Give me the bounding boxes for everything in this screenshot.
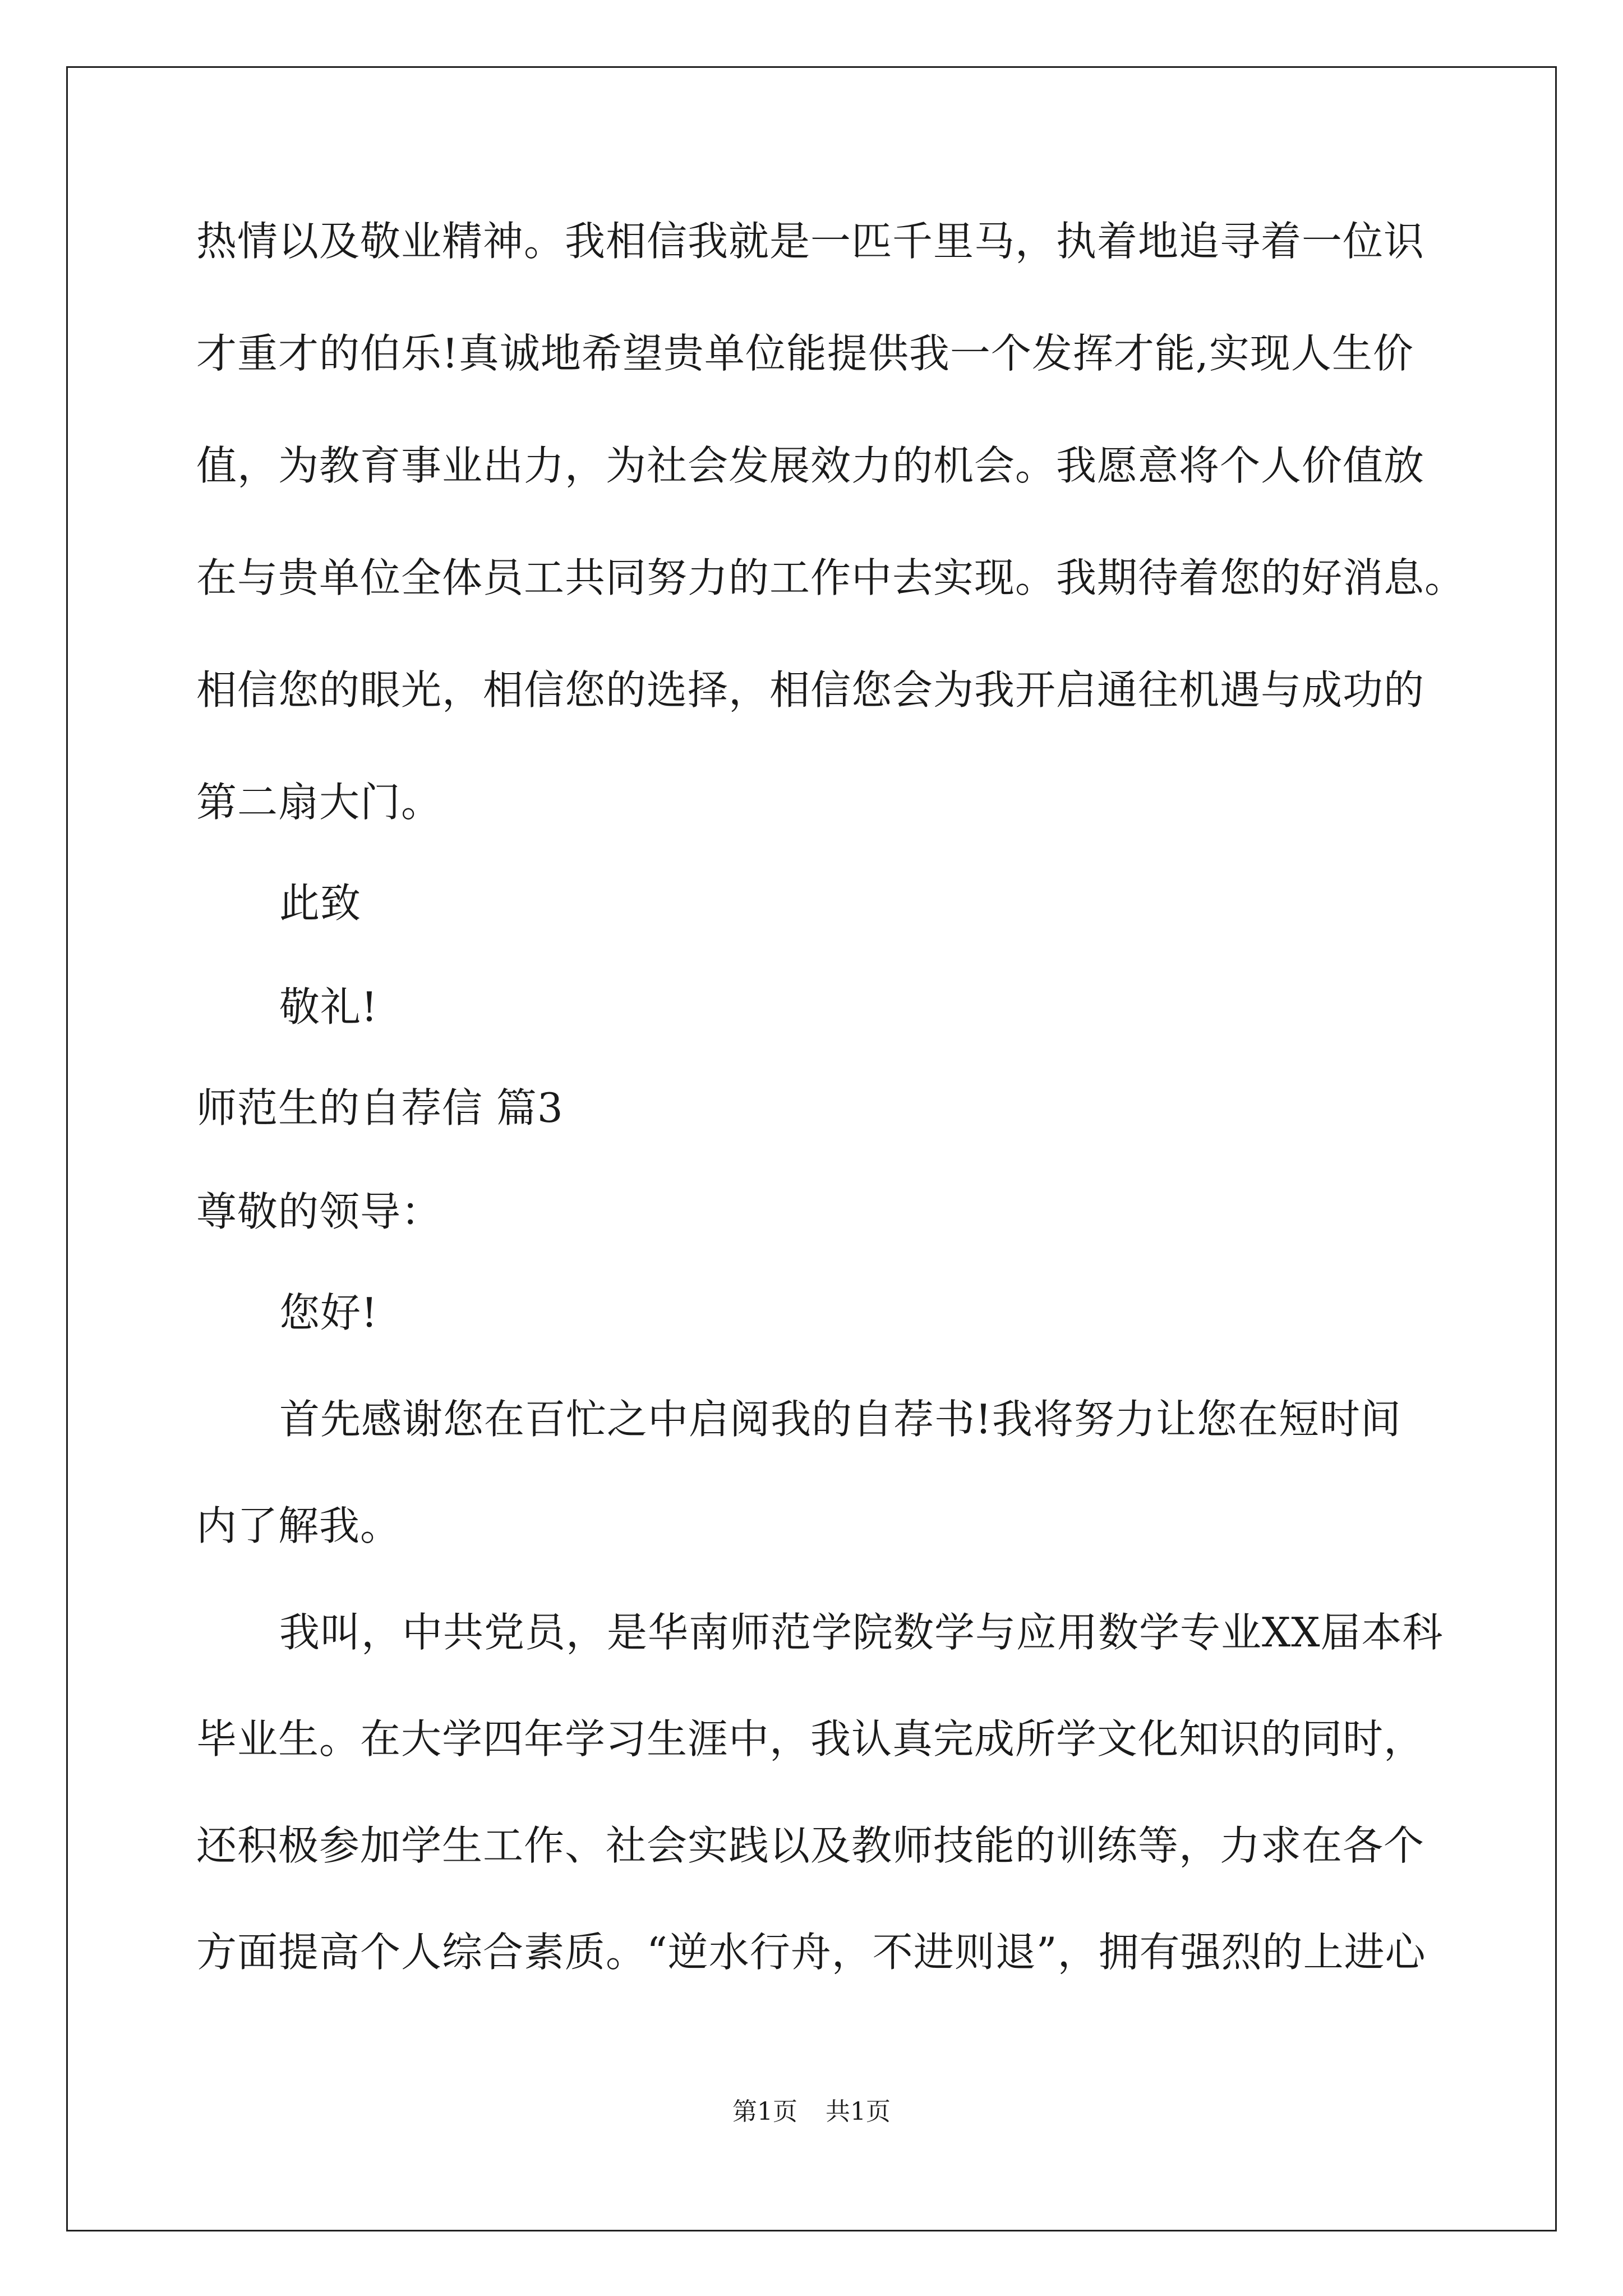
text-line: 方面提高个人综合素质。“逆水行舟，不进则退”，拥有强烈的上进心: [196, 1929, 1426, 1976]
text-line: 在与贵单位全体员工共同努力的工作中去实现。我期待着您的好消息。: [196, 554, 1466, 601]
text-line: 相信您的眼光，相信您的选择，相信您会为我开启通往机遇与成功的: [196, 666, 1425, 714]
section-heading: 师范生的自荐信 篇3: [196, 1084, 564, 1131]
text-line: 还积极参加学生工作、社会实践以及教师技能的训练等，力求在各个: [196, 1822, 1425, 1869]
closing-regards: 敬礼!: [279, 983, 378, 1030]
text-line: 才重才的伯乐!真诚地希望贵单位能提供我一个发挥才能,实现人生价: [196, 330, 1414, 377]
text-line: 值，为教育事业出力，为社会发展效力的机会。我愿意将个人价值放: [196, 442, 1425, 489]
text-line: 毕业生。在大学四年学习生涯中，我认真完成所学文化知识的同时，: [196, 1715, 1425, 1763]
closing-salutation: 此致: [279, 880, 362, 927]
page-total: 共1页: [826, 2097, 891, 2126]
text-line: 我叫，中共党员，是华南师范学院数学与应用数学专业XX届本科: [279, 1609, 1444, 1656]
page-border: [66, 66, 1557, 2231]
text-line: 热情以及敬业精神。我相信我就是一匹千里马，执着地追寻着一位识: [196, 218, 1425, 265]
letter-greeting: 尊敬的领导：: [196, 1188, 442, 1235]
page-number: 第1页: [732, 2097, 797, 2126]
letter-hello: 您好!: [279, 1289, 378, 1336]
text-line: 内了解我。: [196, 1502, 402, 1549]
text-line: 第二扇大门。: [196, 779, 442, 826]
page-footer: [0, 2095, 1623, 2129]
text-line: 首先感谢您在百忙之中启阅我的自荐书!我将努力让您在短时间: [279, 1396, 1401, 1443]
